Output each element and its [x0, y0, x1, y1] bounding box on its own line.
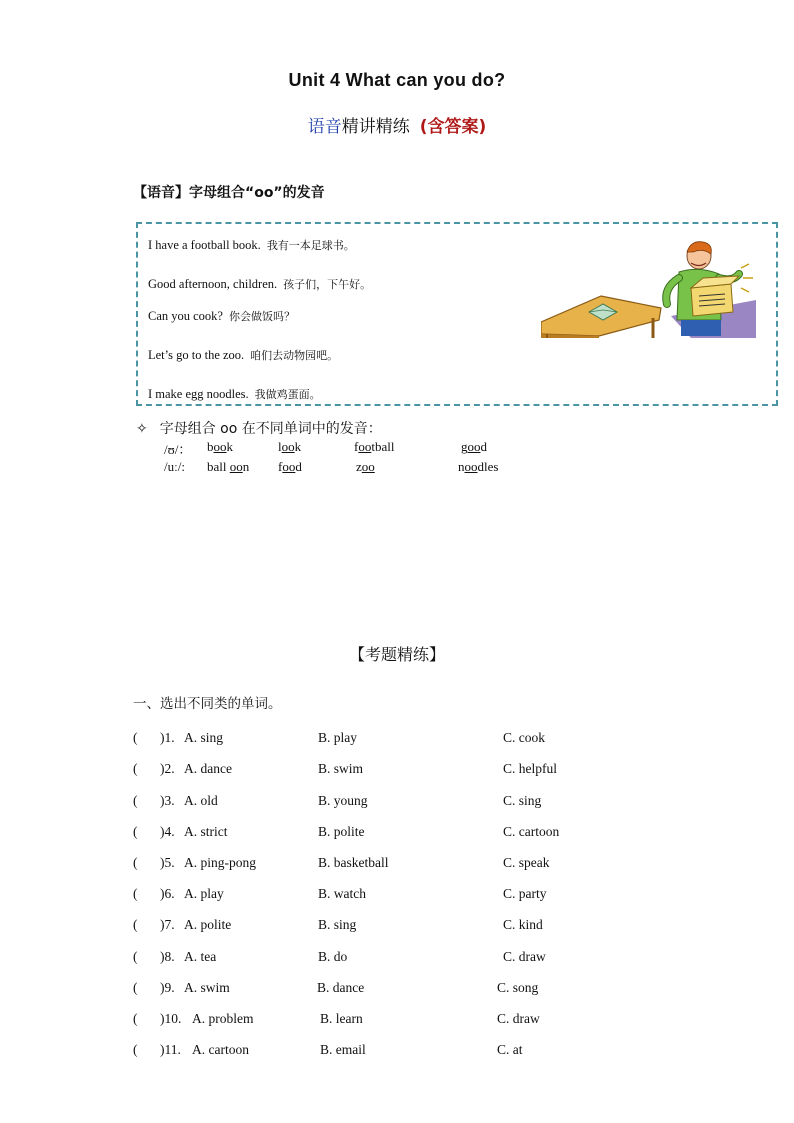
- phonics-word: book: [207, 439, 233, 454]
- phonics-word: zoo: [356, 459, 375, 474]
- sentence-line: [148, 276, 371, 292]
- exam-practice-heading: 【考题精练】: [348, 645, 445, 664]
- option-a: A. swim: [184, 980, 230, 995]
- answer-blank-paren: (: [133, 917, 138, 932]
- option-b: B. watch: [318, 886, 366, 901]
- sentence-chinese: 咱们去动物园吧。: [250, 349, 339, 362]
- sentence-english: Can you cook?: [148, 309, 223, 323]
- option-c: C. draw: [503, 949, 546, 964]
- option-b: B. dance: [317, 980, 365, 995]
- answer-blank-paren: (: [133, 793, 138, 808]
- option-a: A. old: [184, 793, 218, 808]
- answer-blank-paren: (: [133, 730, 138, 745]
- option-a: A. ping-pong: [184, 855, 256, 870]
- short-oo-symbol: /ʊ/：: [164, 442, 192, 457]
- sentence-english: Good afternoon, children.: [148, 277, 278, 291]
- option-b: B. do: [318, 949, 348, 964]
- option-b: B. swim: [318, 761, 364, 776]
- answer-blank-paren: (: [133, 1042, 138, 1057]
- option-c: C. cartoon: [503, 824, 560, 839]
- phonics-word: good: [461, 439, 487, 454]
- option-a: A. polite: [184, 917, 232, 932]
- sentence-line: [148, 308, 295, 324]
- option-a: A. tea: [184, 949, 217, 964]
- question-number: )7.: [160, 917, 175, 932]
- answer-blank-paren: (: [133, 949, 138, 964]
- pronunciation-heading: [136, 418, 382, 438]
- answer-blank-paren: (: [133, 824, 138, 839]
- question-number: )8.: [160, 949, 175, 964]
- example-sentences-box: [136, 222, 778, 406]
- option-c: C. song: [497, 980, 539, 995]
- option-c: C. kind: [503, 917, 543, 932]
- sentence-chinese: 孩子们，下午好。: [283, 278, 372, 291]
- phonics-section-heading: 【语音】字母组合“oo”的发音: [133, 185, 325, 201]
- document-subtitle: [0, 112, 794, 137]
- pronunciation-heading-text: 字母组合 oo 在不同单词中的发音：: [159, 421, 382, 437]
- option-a: A. play: [184, 886, 224, 901]
- option-c: C. speak: [503, 855, 550, 870]
- sentence-chinese: 你会做饭吗？: [228, 310, 295, 323]
- question-number: )3.: [160, 793, 175, 808]
- option-a: A. strict: [184, 824, 228, 839]
- option-a: A. sing: [184, 730, 224, 745]
- question-section-heading: 一、选出不同类的单词。: [133, 696, 282, 712]
- option-b: B. email: [320, 1042, 366, 1057]
- option-a: A. cartoon: [192, 1042, 249, 1057]
- subtitle-phonics: 语音: [307, 117, 342, 137]
- boy-opening-parcel-illustration: [541, 238, 756, 338]
- option-c: C. draw: [497, 1011, 540, 1026]
- question-number: )5.: [160, 855, 175, 870]
- question-number: )6.: [160, 886, 175, 901]
- option-b: B. learn: [320, 1011, 363, 1026]
- diamond-bullet-icon: ✧: [136, 421, 148, 437]
- option-b: B. polite: [318, 824, 365, 839]
- answer-blank-paren: (: [133, 886, 138, 901]
- option-b: B. play: [318, 730, 357, 745]
- question-number: )1.: [160, 730, 175, 745]
- sentence-line: [148, 386, 321, 402]
- sentence-chinese: 我做鸡蛋面。: [254, 388, 321, 401]
- phonics-word: look: [278, 439, 302, 454]
- question-number: )11.: [160, 1042, 181, 1057]
- option-b: B. sing: [318, 917, 357, 932]
- option-c: C. sing: [503, 793, 542, 808]
- question-number: )2.: [160, 761, 175, 776]
- document-title: Unit 4 What can you do?: [288, 70, 506, 90]
- sentence-english: I have a football book.: [148, 238, 261, 252]
- option-b: B. young: [318, 793, 368, 808]
- answer-blank-paren: (: [133, 1011, 138, 1026]
- phonics-word: football: [354, 439, 395, 454]
- phonics-word: noodles: [458, 459, 499, 474]
- question-number: )9.: [160, 980, 175, 995]
- answer-blank-paren: (: [133, 855, 138, 870]
- answer-blank-paren: (: [133, 980, 138, 995]
- sentence-english: I make egg noodles.: [148, 387, 249, 401]
- sentence-chinese: 我有一本足球书。: [266, 239, 355, 252]
- long-oo-symbol: /uː/:: [164, 459, 185, 474]
- sentence-english: Let’s go to the zoo.: [148, 348, 245, 362]
- option-c: C. party: [503, 886, 547, 901]
- option-a: A. problem: [192, 1011, 254, 1026]
- answer-blank-paren: (: [133, 761, 138, 776]
- option-a: A. dance: [184, 761, 232, 776]
- sentence-line: [148, 347, 338, 363]
- subtitle-answers-note: (含答案): [419, 117, 487, 137]
- phonics-word: food: [278, 459, 302, 474]
- option-c: C. cook: [503, 730, 545, 745]
- option-c: C. at: [497, 1042, 523, 1057]
- subtitle-explanation: 精讲精练: [341, 117, 410, 137]
- question-number: )10.: [160, 1011, 182, 1026]
- option-b: B. basketball: [318, 855, 389, 870]
- phonics-word: ball oon: [207, 459, 250, 474]
- sentence-line: [148, 237, 355, 253]
- option-c: C. helpful: [503, 761, 557, 776]
- question-number: )4.: [160, 824, 175, 839]
